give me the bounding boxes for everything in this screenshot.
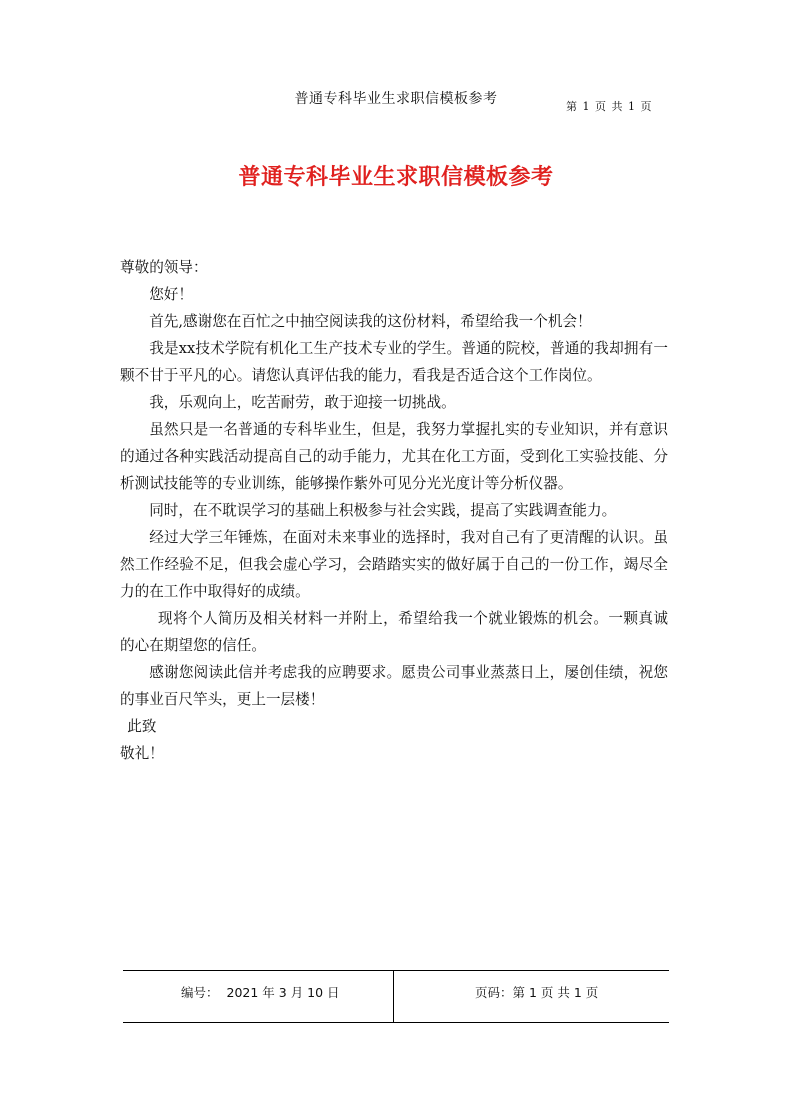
salutation: 尊敬的领导： (120, 259, 208, 276)
page-header-title: 普通专科毕业生求职信模板参考 (294, 91, 498, 107)
footer-divider (393, 970, 394, 1022)
letter-body (120, 254, 668, 767)
paragraph-skills: 虽然只是一名普通的专科毕业生，但是，我努力掌握扎实的专业知识，并有意识的通过各种实践活动提高自己的动手能力，尤其在化工方面，受到化工实验技能、分析测试技能等的专业训练，能够操作紫外可见分光光度计等分析仪器。 (120, 421, 668, 492)
paragraph-thanks: 首先,感谢您在百忙之中抽空阅读我的这份材料，希望给我一个机会！ (149, 313, 592, 330)
footer-number-label: 编号： (181, 985, 219, 1000)
closing-salute: 此致 (127, 718, 157, 735)
document-title: 普通专科毕业生求职信模板参考 (238, 164, 554, 190)
paragraph-intro: 我是xx技术学院有机化工生产技术专业的学生。普通的院校，普通的我却拥有一颗不甘于平凡的心。请您认真评估我的能力，看我是否适合这个工作岗位。 (120, 340, 668, 384)
paragraph-greeting: 您好！ (149, 286, 193, 303)
paragraph-attitude: 我，乐观向上，吃苦耐劳，敢于迎接一切挑战。 (149, 394, 456, 411)
page-header-indicator: 第 1 页 共 1 页 (566, 100, 653, 113)
closing-regards: 敬礼！ (120, 745, 164, 762)
paragraph-closing-wishes: 感谢您阅读此信并考虑我的应聘要求。愿贵公司事业蒸蒸日上，屡创佳绩，祝您的事业百尺竿头，更上一层楼！ (120, 664, 668, 708)
footer-page-code: 页码：第 1 页 共 1 页 (475, 985, 599, 1000)
paragraph-experience: 经过大学三年锤炼，在面对未来事业的选择时，我对自己有了更清醒的认识。虽然工作经验不足，但我会虚心学习，会踏踏实实的做好属于自己的一份工作，竭尽全力的在工作中取得好的成绩。 (120, 529, 668, 600)
footer-bottom-rule (123, 1022, 669, 1023)
footer-top-rule (123, 970, 669, 971)
footer-date: 2021 年 3 月 10 日 (226, 985, 340, 1000)
footer-number-cell (181, 983, 340, 1001)
paragraph-attachments: 现将个人简历及相关材料一并附上，希望给我一个就业锻炼的机会。一颗真诚的心在期望您的信任。 (120, 610, 668, 654)
page-footer (123, 970, 669, 1024)
paragraph-practice: 同时，在不耽误学习的基础上积极参与社会实践，提高了实践调查能力。 (149, 502, 617, 519)
